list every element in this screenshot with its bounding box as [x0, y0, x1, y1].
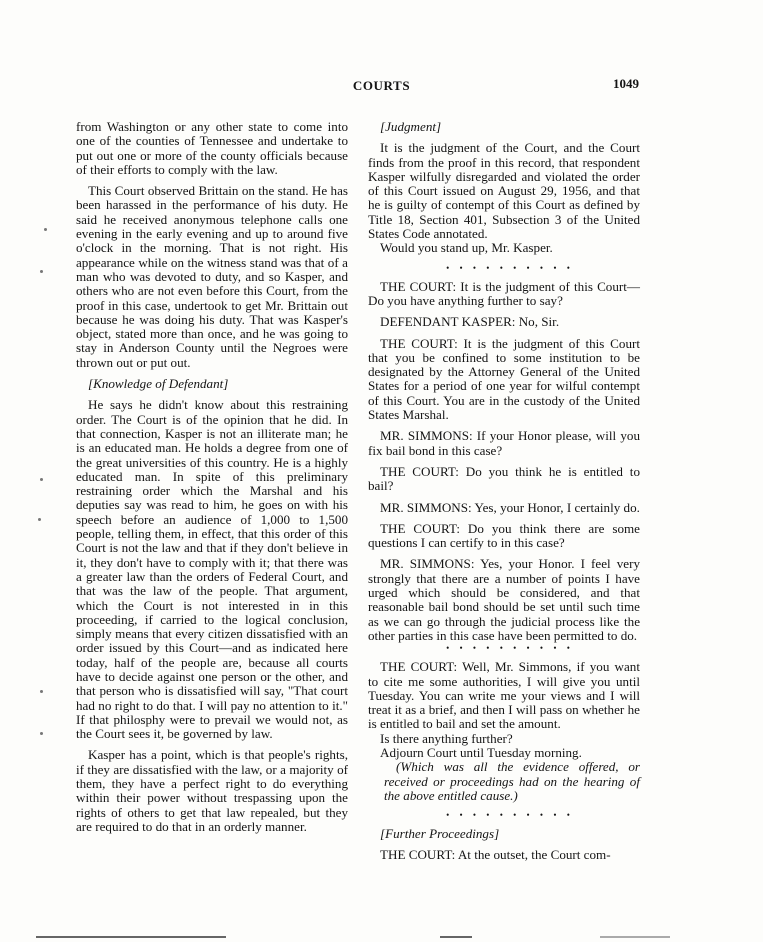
- scan-margin-mark: [38, 518, 41, 521]
- scan-margin-mark: [40, 690, 43, 693]
- paragraph: THE COURT: Do you think he is entitled to bail?: [368, 463, 640, 494]
- paragraph: It is the judgment of the Court, and the Court finds from the proof in this record, that respondent Kasper wilfully disregarded and violated the order of this Court issued on August 29, 1956, and that he is guilty of contempt of this Court as defined by Title 18, Section 401, Subsection 3 of the United States Code annotated.: [368, 140, 640, 242]
- paragraph: He says he didn't know about this restraining order. The Court is of the opinion that he did. In that connection, Kasper is not an illiterate man; he is an educated man. He holds a degree from one of the great universities of this country. He is a highly educated man. In spite of this preliminary restraining order which the Marshal and his deputies say was read to him, he goes on with his speech before an audience of 1,000 to 1,500 people, telling them, in effect, that this order of this Court is not the law and that if they don't believe in it, they don't have to comply with it; that there was a greater law than the orders of Federal Court, and that was the law of the people. That argument, which the Court is not interested in in this proceeding, if carried to the logical conclusion, simply means that every citizen dissatisfied with an order issued by this Court—and as indicated here today, half of the people are, because all courts have to decide against one person or the other, and that person who is dissatisfied will say, "That court had no right to do that. I will pay no attention to it." If that philosphy were to prevail we would not, as the Court sees it, be governed by law.: [76, 397, 348, 742]
- paragraph: Adjourn Court until Tuesday morning.: [380, 744, 582, 760]
- page-number: 1049: [613, 76, 639, 91]
- section-heading: [Further Proceedings]: [380, 826, 500, 842]
- paragraph: This Court observed Brittain on the stand. He has been harassed in the performance of his duty. He said he received anonymous telephone calls one evening in the early evening and up to around five o'clock in the morning. That is not right. His appearance while on the witness stand was that of a man who was devoted to duty, and so Kasper, and others who are not even before this Court, from the proof in this case, undertook to get Mr. Brittain out because he was doing his duty. That was Kasper's object, stated more than once, and he was going to stay in Anderson County until the Negroes were thrown out or put out.: [76, 183, 348, 370]
- scan-margin-mark: [40, 270, 43, 273]
- ellipsis-divider: • • • • • • • • • •: [446, 262, 574, 273]
- paragraph: THE COURT: Well, Mr. Simmons, if you want to cite me some authorities, I will give you until Tuesday. You can write me your views and I will treat it as a brief, and then I will pass on whether he is entitled to bail and set the amount.: [368, 659, 640, 732]
- scan-footer-rule: [600, 936, 670, 938]
- paragraph: from Washington or any other state to come into one of the counties of Tennessee and undertake to put out one or more of the county officials because of their efforts to comply with the law.: [76, 119, 348, 177]
- scan-footer-rule: [440, 936, 472, 938]
- left-column: [76, 120, 348, 841]
- paragraph: THE COURT: Do you think there are some questions I can certify to in this case?: [368, 520, 640, 551]
- paragraph: MR. SIMMONS: Yes, your Honor, I certainly do.: [380, 499, 640, 515]
- section-heading: [Knowledge of Defendant]: [88, 376, 229, 392]
- paragraph: DEFENDANT KASPER: No, Sir.: [380, 314, 560, 330]
- paragraph: MR. SIMMONS: If your Honor please, will you fix bail bond in this case?: [368, 428, 640, 458]
- ellipsis-divider: • • • • • • • • • •: [446, 643, 574, 654]
- scan-footer-rule: [36, 936, 226, 938]
- section-heading: [Judgment]: [380, 119, 442, 134]
- ellipsis-divider: • • • • • • • • • •: [446, 810, 574, 821]
- paragraph: Would you stand up, Mr. Kasper.: [380, 240, 553, 256]
- italic-note: (Which was all the evidence offered, or received or proceedings had on the hearing of the above entitled cause.): [384, 759, 640, 803]
- scan-margin-mark: [40, 478, 43, 481]
- running-header-title: COURTS: [352, 78, 411, 93]
- scan-margin-mark: [44, 228, 47, 231]
- right-column: [368, 120, 640, 870]
- paragraph: Is there anything further?: [380, 730, 513, 746]
- paragraph: THE COURT: At the outset, the Court com-: [380, 847, 611, 863]
- paragraph: Kasper has a point, which is that people's rights, if they are dissatisfied with the law, or a majority of them, they have a perfect right to do everything within their power without trespassing upon the rights of others to get that law repealed, but they are required to do that in an orderly manner.: [76, 747, 348, 834]
- paragraph: THE COURT: It is the judgment of this Court that you be confined to some institution to be designated by the Attorney General of the United States for a period of one year for wilful contempt of this Court. You are in the custody of the United States Marshal.: [368, 335, 640, 423]
- paragraph: THE COURT: It is the judgment of this Court—Do you have anything further to say?: [368, 278, 640, 308]
- scan-margin-mark: [40, 732, 43, 735]
- paragraph: MR. SIMMONS: Yes, your Honor. I feel very strongly that there are a number of points I have urged which should be considered, and that reasonable bail bond should be set until such time as we can go through the judicial process like the other parties in this case have been permitted to do.: [368, 556, 640, 643]
